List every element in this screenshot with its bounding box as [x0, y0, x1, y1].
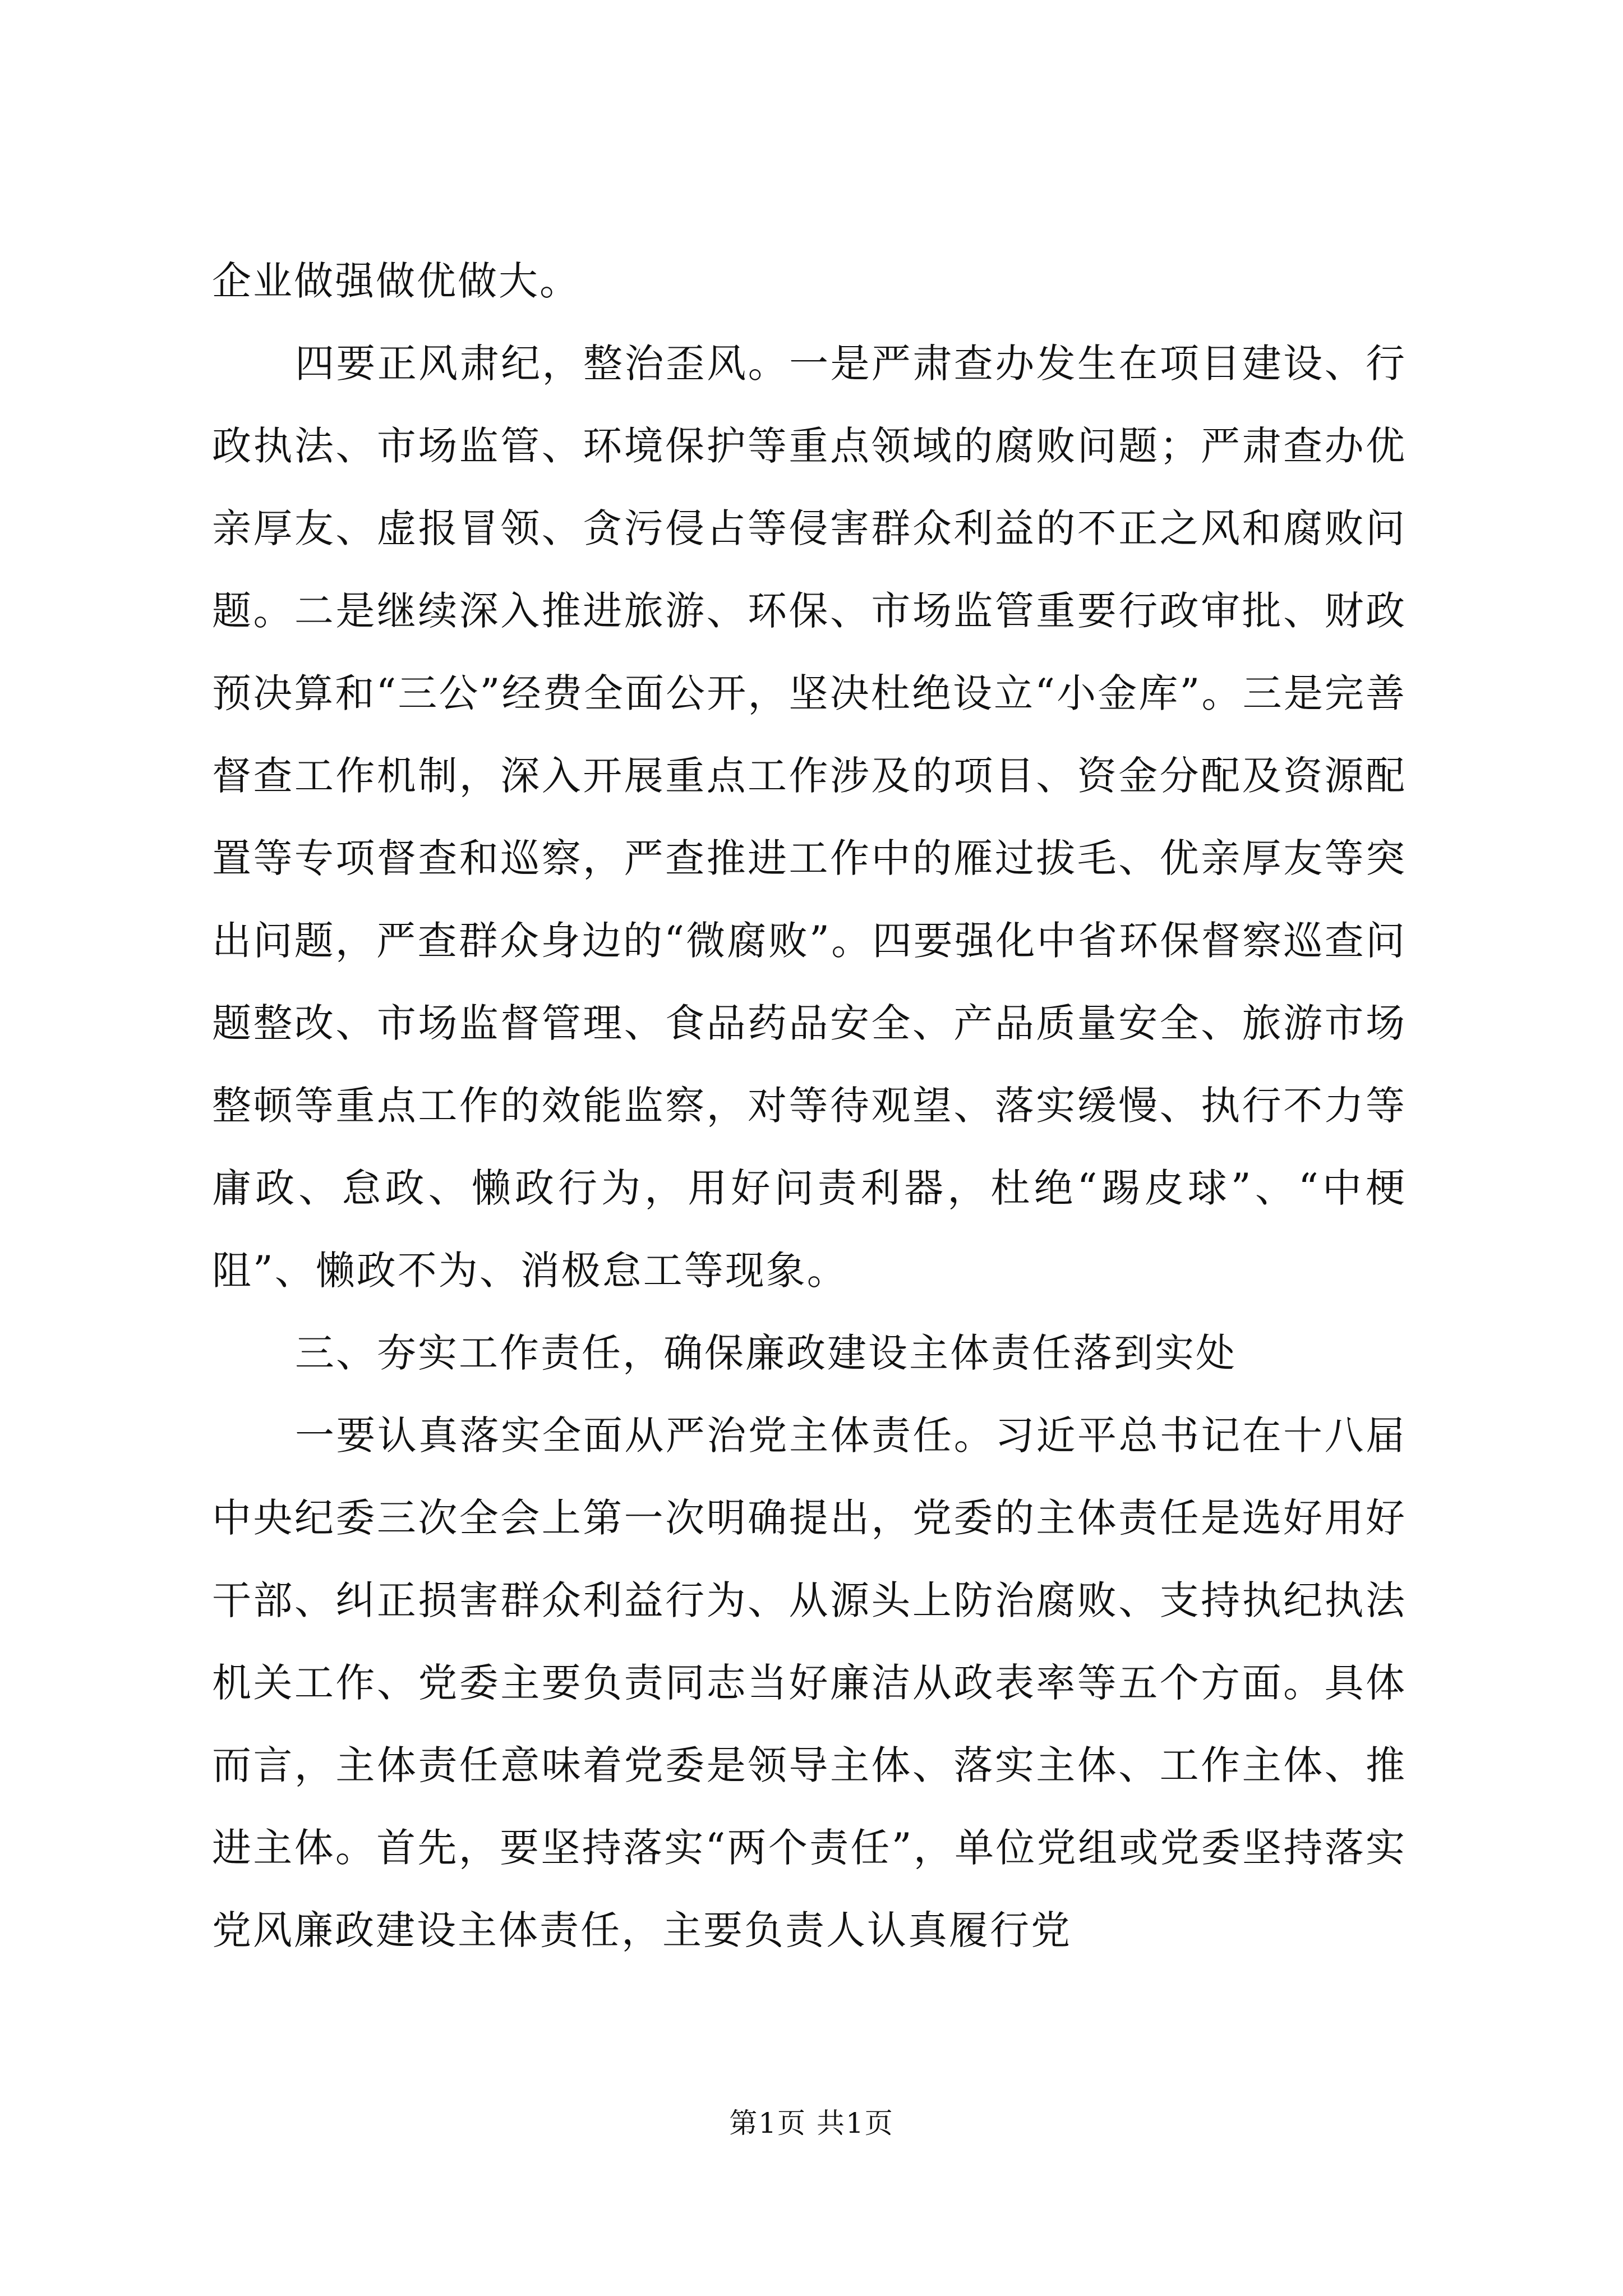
paragraph-main-responsibility: 一要认真落实全面从严治党主体责任。习近平总书记在十八届中央纪委三次全会上第一次明确提出，党委的主体责任是选好用好干部、纠正损害群众利益行为、从源头上防治腐败、支持执纪执法机关工作、党委主要负责同志当好廉洁从政表率等五个方面。具体而言，主体责任意味着党委是领导主体、落实主体、工作主体、推进主体。首先，要坚持落实“两个责任”，单位党组或党委坚持落实党风廉政建设主体责任，主要负责人认真履行党 [212, 1412, 1407, 1953]
paragraph-continuation: 企业做强做优做大。 [212, 258, 580, 304]
document-body [212, 240, 1407, 1972]
page-footer: 第1页 共1页 [729, 2107, 894, 2139]
section-heading: 三、夯实工作责任，确保廉政建设主体责任落到实处 [295, 1330, 1237, 1376]
paragraph-four-requirements: 四要正风肃纪，整治歪风。一是严肃查办发生在项目建设、行政执法、市场监管、环境保护等重点领域的腐败问题；严肃查办优亲厚友、虚报冒领、贪污侵占等侵害群众利益的不正之风和腐败问题。二是继续深入推进旅游、环保、市场监管重要行政审批、财政预决算和“三公”经费全面公开，坚决杜绝设立“小金库”。三是完善督查工作机制，深入开展重点工作涉及的项目、资金分配及资源配置等专项督查和巡察，严查推进工作中的雁过拔毛、优亲厚友等突出问题，严查群众身边的“微腐败”。四要强化中省环保督察巡查问题整改、市场监督管理、食品药品安全、产品质量安全、旅游市场整顿等重点工作的效能监察，对等待观望、落实缓慢、执行不力等庸政、怠政、懒政行为，用好问责利器，杜绝“踢皮球”、“中梗阻”、懒政不为、消极怠工等现象。 [212, 341, 1407, 1294]
